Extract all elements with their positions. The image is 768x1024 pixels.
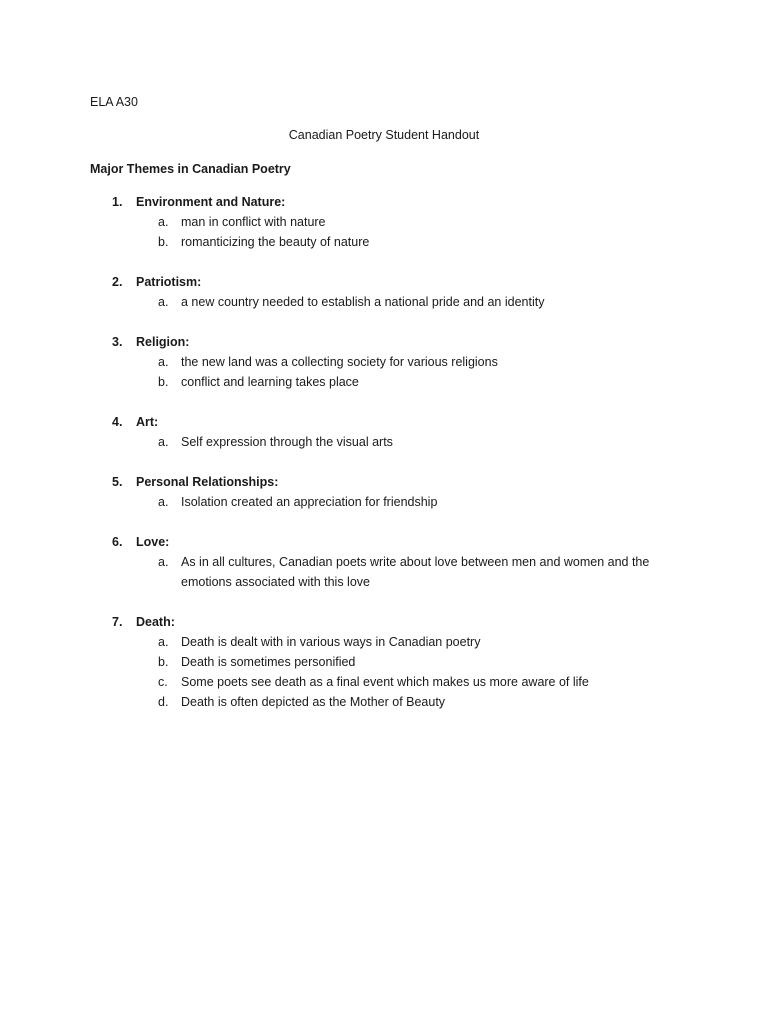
theme-label: Environment and Nature: [136,195,286,209]
theme-number: 7. [112,615,123,629]
theme-heading [0,412,768,432]
point-letter: a. [158,435,169,449]
theme-heading [0,472,768,492]
point-text: conflict and learning takes place [181,375,359,389]
theme-number: 6. [112,535,123,549]
theme-number: 1. [112,195,123,209]
point-text: Death is sometimes personified [181,655,356,669]
theme-item [0,412,768,452]
point-text: a new country needed to establish a national pride and an identity [181,295,545,309]
point-letter: a. [158,555,169,569]
point-letter: a. [158,295,169,309]
theme-points-list [0,352,768,392]
theme-number: 4. [112,415,123,429]
theme-label: Love: [136,535,170,549]
point-text: man in conflict with nature [181,215,326,229]
point-letter: a. [158,635,169,649]
theme-label: Death: [136,615,175,629]
theme-number: 2. [112,275,123,289]
theme-number: 5. [112,475,123,489]
theme-points-list [0,212,768,252]
point-letter: a. [158,495,169,509]
theme-label: Art: [136,415,159,429]
theme-points-list [0,632,768,712]
theme-heading [0,332,768,352]
theme-item [0,192,768,252]
theme-point [0,372,768,392]
theme-heading [0,612,768,632]
point-letter: b. [158,375,169,389]
section-heading: Major Themes in Canadian Poetry [90,162,291,176]
point-letter: d. [158,695,169,709]
theme-number: 3. [112,335,123,349]
theme-point [0,292,768,312]
theme-point [0,652,768,672]
theme-points-list [0,552,768,592]
theme-point [0,672,768,692]
theme-points-list [0,292,768,312]
theme-heading [0,192,768,212]
theme-item [0,332,768,392]
theme-label: Patriotism: [136,275,202,289]
point-letter: a. [158,215,169,229]
theme-points-list [0,492,768,512]
theme-point [0,232,768,252]
point-letter: c. [158,675,168,689]
theme-point [0,632,768,652]
theme-point [0,492,768,512]
point-text: Isolation created an appreciation for friendship [181,495,438,509]
course-code: ELA A30 [90,95,138,109]
point-text: Self expression through the visual arts [181,435,393,449]
theme-label: Personal Relationships: [136,475,279,489]
point-letter: b. [158,235,169,249]
theme-point [0,352,768,372]
theme-item [0,612,768,712]
document-title: Canadian Poetry Student Handout [288,128,480,142]
theme-point [0,212,768,232]
theme-heading [0,532,768,552]
point-text: Death is dealt with in various ways in Canadian poetry [181,635,481,649]
theme-points-list [0,432,768,452]
theme-point [0,552,768,592]
theme-label: Religion: [136,335,190,349]
point-text: Some poets see death as a final event which makes us more aware of life [181,675,589,689]
theme-item [0,472,768,512]
point-letter: b. [158,655,169,669]
point-text: Death is often depicted as the Mother of Beauty [181,695,446,709]
theme-point [0,692,768,712]
point-letter: a. [158,355,169,369]
theme-item [0,532,768,592]
theme-heading [0,272,768,292]
point-text: the new land was a collecting society for various religions [181,355,498,369]
point-text: romanticizing the beauty of nature [181,235,370,249]
point-text: As in all cultures, Canadian poets write about love between men and women and the emotions associated with this love [181,555,650,589]
theme-point [0,432,768,452]
theme-item [0,272,768,312]
themes-list [0,192,768,732]
